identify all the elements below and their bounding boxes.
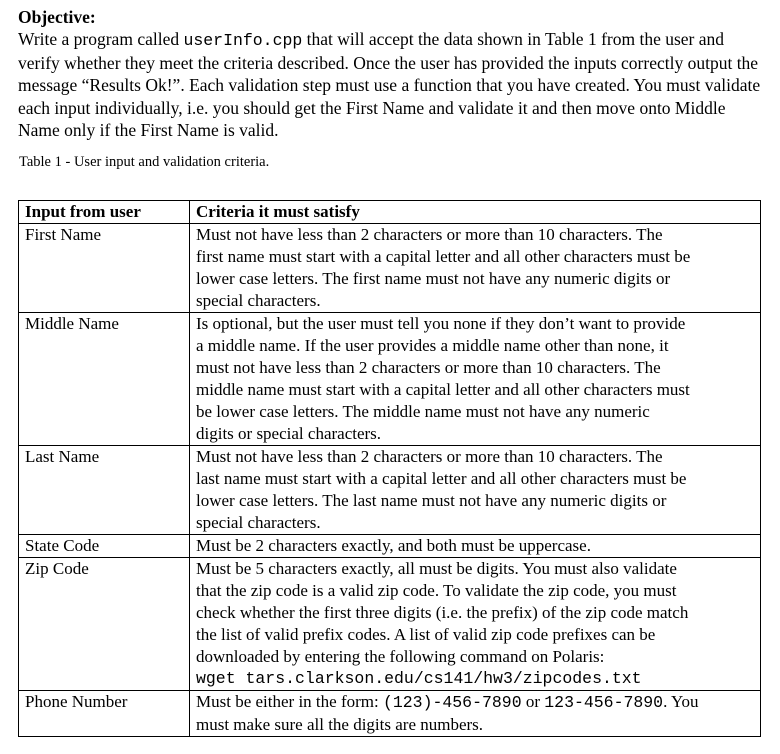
criteria-line: middle name must start with a capital letter and all other characters must — [196, 380, 690, 399]
input-middle-name: Middle Name — [19, 313, 190, 446]
table-header-row — [19, 201, 761, 224]
criteria-line: a middle name. If the user provides a middle name other than none, it — [196, 336, 669, 355]
table-caption — [19, 153, 770, 171]
input-first-name: First Name — [19, 224, 190, 313]
criteria-line: must not have less than 2 characters or more than 10 characters. The — [196, 358, 661, 377]
criteria-line: lower case letters. The last name must not have any numeric digits or — [196, 491, 667, 510]
phone-text-a: Must be either in the form: — [196, 692, 383, 711]
objective-text-1: Write a program called — [18, 29, 184, 49]
caption-label: Table 1 — [19, 154, 62, 171]
header-criteria: Criteria it must satisfy — [190, 201, 761, 224]
table-row — [19, 691, 761, 737]
table-row — [19, 313, 761, 446]
phone-text-b: or — [521, 692, 545, 711]
header-input: Input from user — [19, 201, 190, 224]
table-row — [19, 535, 761, 558]
criteria-line — [196, 691, 756, 714]
criteria-line: must make sure all the digits are numbers. — [196, 715, 484, 734]
wget-command: wget tars.clarkson.edu/cs141/hw3/zipcodes.txt — [196, 669, 642, 688]
table-row — [19, 558, 761, 691]
criteria-line: special characters. — [196, 513, 321, 532]
criteria-line: lower case letters. The first name must not have any numeric digits or — [196, 269, 671, 288]
criteria-phone-number — [190, 691, 761, 737]
phone-format-2: 123-456-7890 — [544, 693, 664, 712]
criteria-line: the list of valid prefix codes. A list of valid zip code prefixes can be — [196, 625, 656, 644]
criteria-line: Is optional, but the user must tell you none if they don’t want to provide — [196, 314, 686, 333]
table-row — [19, 224, 761, 313]
criteria-line: be lower case letters. The middle name must not have any numeric — [196, 402, 650, 421]
objective-heading: Objective: — [18, 7, 96, 27]
criteria-line: Must be 5 characters exactly, all must be digits. You must also validate — [196, 559, 677, 578]
criteria-middle-name — [190, 313, 761, 446]
criteria-line: last name must start with a capital letter and all other characters must be — [196, 469, 687, 488]
criteria-line: check whether the first three digits (i.e. the prefix) of the zip code match — [196, 603, 689, 622]
criteria-line: downloaded by entering the following command on Polaris: — [196, 647, 605, 666]
phone-format-1: (123)-456-7890 — [382, 693, 522, 712]
objective-text-2: that will accept the data shown in Table 1 from the user and verify whether they meet the criteria described. Once the user has provided the inputs correctly output the message “Results Ok!”. Each validation step must use a function that you have created. You must validate each input individually, i.e. you should get the First Name and validate it and then move onto Middle Name only if the First Name is valid. — [18, 29, 761, 140]
criteria-line: that the zip code is a valid zip code. To validate the zip code, you must — [196, 581, 677, 600]
criteria-last-name — [190, 446, 761, 535]
criteria-line: Must not have less than 2 characters or more than 10 characters. The — [196, 447, 663, 466]
criteria-zip-code — [190, 558, 761, 691]
program-name: userInfo.cpp — [183, 31, 303, 50]
criteria-line: digits or special characters. — [196, 424, 382, 443]
input-last-name: Last Name — [19, 446, 190, 535]
criteria-state-code — [190, 535, 761, 558]
validation-table — [18, 200, 761, 737]
phone-text-c: . You — [663, 692, 699, 711]
criteria-line: first name must start with a capital letter and all other characters must be — [196, 247, 691, 266]
criteria-first-name — [190, 224, 761, 313]
criteria-line: Must be 2 characters exactly, and both must be uppercase. — [196, 536, 591, 555]
caption-text: - User input and validation criteria. — [61, 154, 270, 171]
criteria-line: special characters. — [196, 291, 321, 310]
objective-paragraph — [18, 28, 770, 141]
input-phone-number: Phone Number — [19, 691, 190, 737]
criteria-line: Must not have less than 2 characters or more than 10 characters. The — [196, 225, 663, 244]
table-row — [19, 446, 761, 535]
objective-section — [18, 6, 770, 171]
input-state-code: State Code — [19, 535, 190, 558]
input-zip-code: Zip Code — [19, 558, 190, 691]
